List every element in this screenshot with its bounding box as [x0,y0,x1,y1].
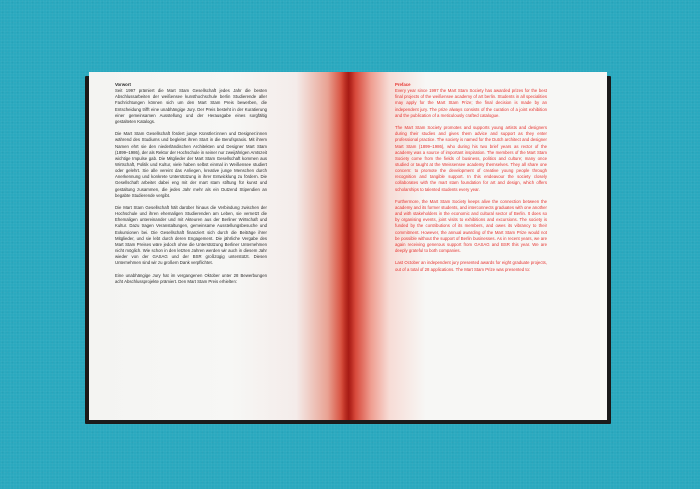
left-paragraph: Die Mart Stam Gesellschaft fördert junge Künstler:innen und Designer:innen während des Studiums und begleitet ihren Start in die Berufspraxis. Mit ihrem Namen ehrt sie den niederländischen Architekten und Designer Mart Stam (1899–1986), der als Rektor der Hochschule in seiner nur zweijährigen Amtszeit wichtige Impulse gab. Die Mitglieder der Mart Stam Gesellschaft kommen aus Wirtschaft, Politik und Kultur, viele haben selbst einmal in Weißensee studiert oder gelehrt. Sie alle vereint das Anliegen, kreative junge Menschen durch Anerkennung und konkrete Unterstützung in ihrer Entwicklung zu fördern. Die Gesellschaft arbeitet dabei eng mit der mart stam stiftung für kunst und gestaltung zusammen, die jedes Jahr mehr als ein Dutzend Stipendien an begabte Studierende vergibt. [115,131,267,198]
right-paragraph: The Mart Stam Society promotes and supports young artists and designers during their studies and gives them advice and support as they enter professional practice. The society is named for the Dutch architect and designer Mart Stam (1899–1986), who during his two brief years as rector of the academy was a source of important inspiration. The members of the Mart Stam Society come from the fields of business, politics and culture; many once studied or taught at the Weissensee academy themselves. They all share one concern: to promote the development of creative young people through recognition and tangible support. In this endeavour the society closely collaborates with the mart stam foundation for art and design, which offers scholarships to talented students every year. [395,125,547,192]
right-page-heading: Preface [395,82,411,87]
left-page-heading: Vorwort [115,82,131,87]
book-gutter [341,72,355,420]
right-paragraph: Furthermore, the Mart Stam Society keeps alive the connection between the academy and its former students, and interconnects graduates with one another and with stakeholders in the economic and cultural sector of Berlin. It does so by organising events, joint visits to exhibitions and excursions. The society is funded by the contributions of its members, and owes its vibrancy to their commitment. However, the annual awarding of the Mart Stam Prize would not be possible without the support of Berlin businesses. As in recent years, we are again receiving generous support from GASAG and BSR this year. We are deeply grateful to both companies. [395,198,547,254]
right-page-text [395,82,547,279]
left-paragraph: Die Mart Stam Gesellschaft hält darüber hinaus die Verbindung zwischen der Hochschule und ihren ehemaligen Studierenden am Leben, sie vernetzt die Ehemaligen untereinander und mit Akteuren aus der Berliner Wirtschaft und Kultur. Dazu tragen Veranstaltungen, gemeinsame Ausstellungsbesuche und Exkursionen bei. Die Gesellschaft finanziert sich durch die Beiträge ihrer Mitglieder, und sie lebt durch deren Engagement. Die jährliche Vergabe des Mart Stam Preises wäre jedoch ohne die Unterstützung Berliner Unternehmen nicht möglich. Wie schon in den letzten Jahren werden wir auch in diesem Jahr wieder von der GASAG und der BSR großzügig unterstützt. Diesen Unternehmen sind wir zu großem Dank verpflichtet. [115,205,267,266]
open-book [89,72,607,420]
left-paragraph: Seit 1997 prämiert die Mart Stam Gesellschaft jedes Jahr die besten Abschlussarbeiten der weißensee kunsthochschule berlin Studierende aller Fachrichtungen können sich um den Mart Stam Preis bewerben, die Entscheidung trifft eine unabhängige Jury. Der Preis besteht in der Kuratierung einer gemeinsamen Ausstellung und der Herausgabe eines sorgfältig gestalteten Katalogs. [115,88,267,124]
left-paragraph: Eine unabhängige Jury hat im vergangenen Oktober unter 28 Bewerbungen acht Abschlussprojekte prämiert. Den Mart Stam Preis erhielten: [115,272,267,284]
right-page [348,72,607,420]
right-paragraph: Last October an independent jury presented awards for eight graduate projects, out of a total of 28 applications. The Mart Stam Prize was presented to: [395,260,547,272]
right-paragraph: Every year since 1997 the Mart Stam Society has awarded prizes for the best final projects of the weißensee academy of art berlin. Students in all specialities may apply for the Mart Stam Prize; the final decision is made by an independent jury. The prize always consists of the curation of a joint exhibition and the publication of a meticulously crafted catalogue. [395,88,547,118]
left-page [89,72,348,420]
left-page-text [115,82,267,291]
